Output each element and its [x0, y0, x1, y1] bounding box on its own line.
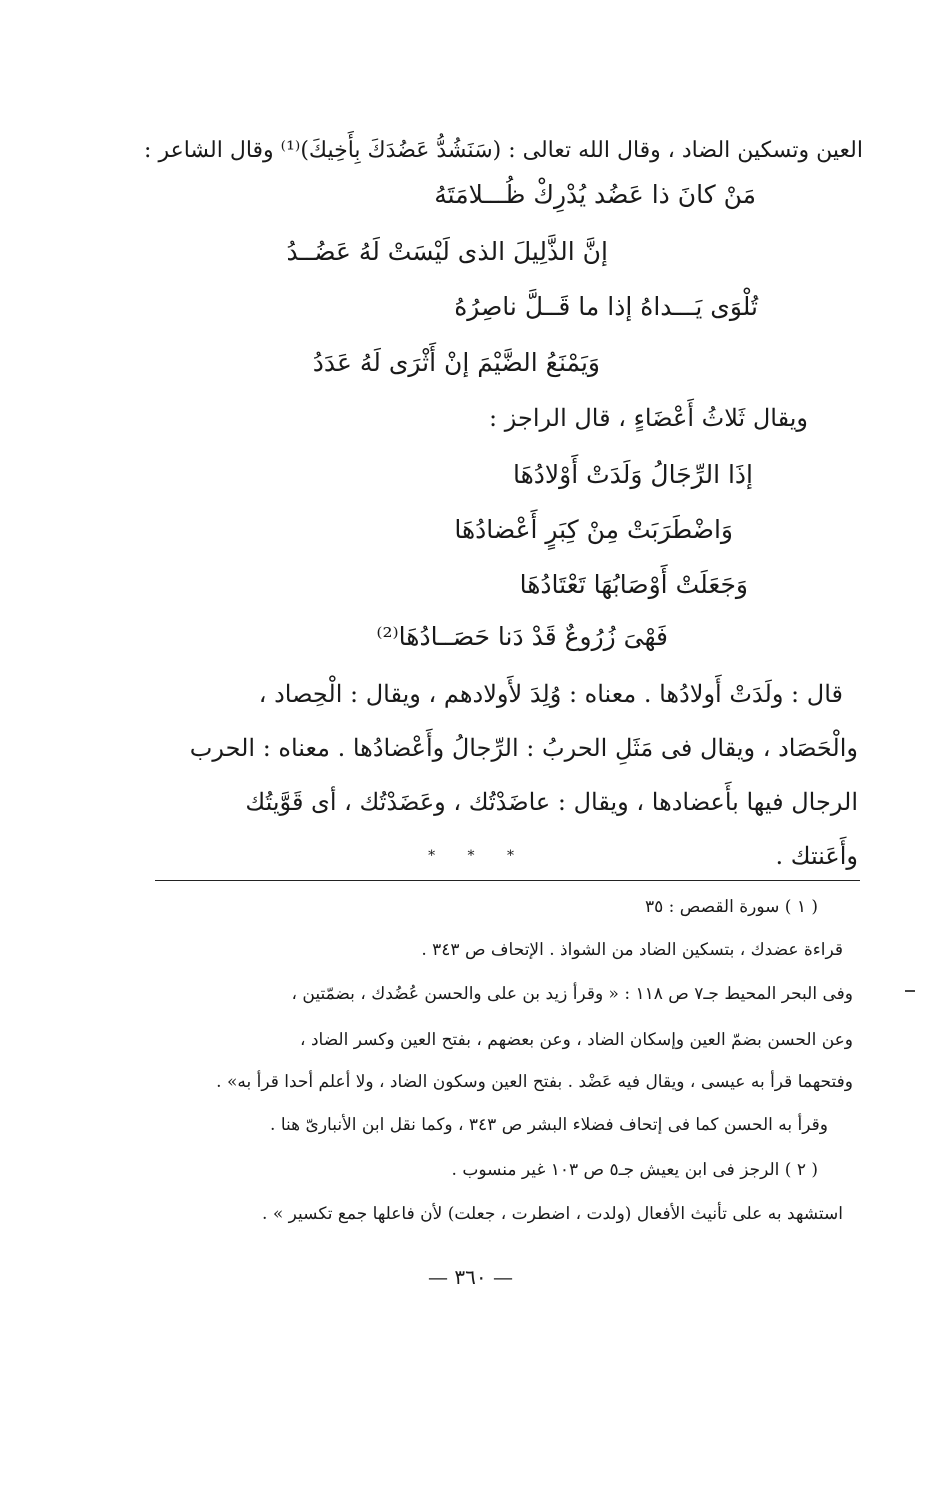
rajaz-line: إذَا الرِّجَالُ وَلَدَتْ أَوْلادُهَا	[512, 460, 753, 489]
margin-mark	[905, 990, 915, 992]
rajaz-intro: ويقال ثَلاثُ أَعْضَاءٍ ، قال الراجز :	[489, 404, 808, 432]
verse-line: إنَّ الذَّلِيلَ الذى لَيْسَتْ لَهُ عَضُــدُ	[286, 237, 608, 266]
section-separator-stars: * * *	[428, 848, 528, 864]
footnote-line: قراءة عضدك ، بتسكين الضاد من الشواذ . الإتحاف ص ٣٤٣ .	[421, 940, 843, 960]
rajaz-line: وَجَعَلَتْ أَوْصَابُهَا تَعْتَادُهَا	[519, 570, 748, 599]
footnote-line: استشهد به على تأنيث الأفعال (ولدت ، اضطرت ، جعلت) لأن فاعلها جمع تكسير » .	[262, 1204, 843, 1224]
intro-line: العين وتسكين الضاد ، وقال الله تعالى : (سَنَشُدُّ عَضُدَكَ بِأَخِيكَ)⁽¹⁾ وقال الشاعر :	[144, 138, 863, 163]
page-number: — ٣٦٠ —	[428, 1265, 513, 1289]
footnote-line: وقرأ به الحسن كما فى إتحاف فضلاء البشر ص ٣٤٣ ، وكما نقل ابن الأنبارىّ هنا .	[270, 1115, 828, 1135]
footnote-line: ( ١ ) سورة القصص : ٣٥	[644, 897, 818, 917]
footnote-line: ( ٢ ) الرجز فى ابن يعيش جـ٥ ص ١٠٣ غير منسوب .	[451, 1160, 818, 1180]
footnote-line: وفى البحر المحيط جـ٧ ص ١١٨ : « وقرأ زيد بن على والحسن عُضُدك ، بضمّتين ،	[291, 984, 853, 1004]
footnote-line: وعن الحسن بضمّ العين وإسكان الضاد ، وعن بعضهم ، بفتح العين وكسر الضاد ،	[300, 1030, 853, 1050]
prose-line: والْحَصَاد ، ويقال فى مَثَلِ الحربُ : الرِّجالُ وأَعْضادُها . معناه : الحرب	[189, 734, 858, 762]
prose-line: الرجال فيها بأَعضادها ، ويقال : عاضَدْتُك ، وعَضَدْتُك ، أى قَوَّيتُك	[245, 788, 858, 816]
rajaz-line: فَهْىَ زُرُوعٌ قَدْ دَنا حَصَــادُهَا⁽²⁾	[376, 622, 668, 651]
verse-line: مَنْ كانَ ذا عَضُد يُدْرِكْ ظُـــلامَتَهُ	[434, 180, 756, 209]
rajaz-line: وَاضْطَرَبَتْ مِنْ كِبَرٍ أَعْضادُهَا	[454, 515, 733, 544]
verse-line: وَيَمْنَعُ الضَّيْمَ إنْ أَثْرَى لَهُ عَدَدُ	[312, 348, 600, 377]
verse-line: تُلْوَى يَـــداهُ إذا ما قَــلَّ ناصِرُهُ	[454, 292, 758, 321]
prose-line: وأَعَنتك .	[775, 842, 858, 870]
footnote-line: وفتحهما قرأ به عيسى ، ويقال فيه عَضْد . بفتح العين وسكون الضاد ، ولا أعلم أحدا قرأ به» .	[216, 1072, 853, 1092]
footnote-divider	[155, 880, 860, 881]
prose-line: قال : ولَدَتْ أَولادُها . معناه : وُلِدَ لأَولادهم ، ويقال : الْحِصاد ،	[258, 680, 843, 708]
